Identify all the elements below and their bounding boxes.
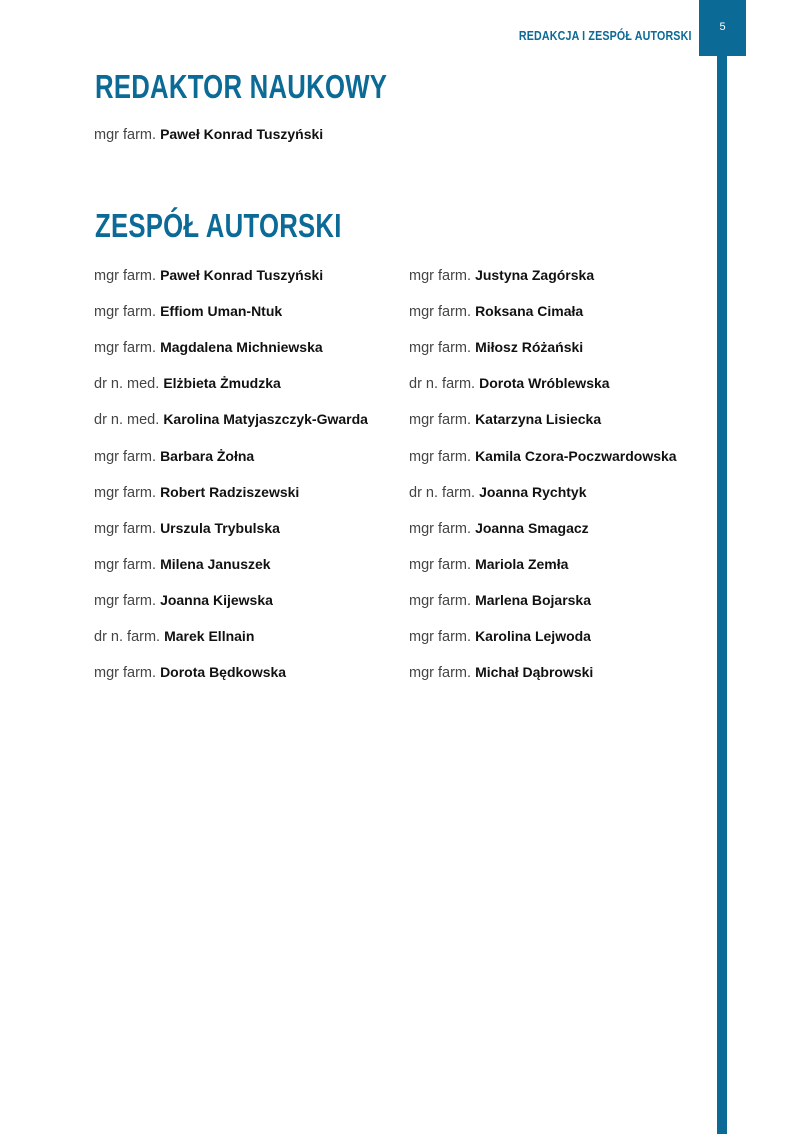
author-name: Justyna Zagórska	[475, 267, 595, 283]
author-entry	[409, 557, 568, 573]
author-entry	[409, 304, 583, 320]
author-name: Karolina Matyjaszczyk-Gwarda	[163, 411, 368, 428]
author-title: mgr farm.	[409, 340, 472, 357]
side-color-bar	[717, 0, 727, 1134]
author-title: mgr farm.	[94, 592, 157, 609]
author-entry	[94, 304, 282, 320]
author-name: Marek Ellnain	[164, 628, 255, 644]
author-name: Robert Radziszewski	[160, 483, 300, 500]
author-name: Magdalena Michniewska	[160, 339, 323, 356]
author-title: mgr farm.	[409, 304, 472, 321]
author-entry	[409, 593, 591, 609]
author-name: Joanna Kijewska	[160, 591, 273, 608]
author-entry	[409, 376, 610, 392]
author-name: Mariola Zemła	[475, 555, 569, 572]
author-name: Effiom Uman-Ntuk	[160, 303, 283, 320]
author-name: Urszula Trybulska	[160, 519, 280, 536]
author-entry	[409, 665, 593, 681]
author-entry	[94, 665, 286, 681]
author-entry	[409, 412, 601, 428]
author-title: mgr farm.	[94, 484, 157, 501]
editor-name: Paweł Konrad Tuszyński	[160, 126, 324, 142]
author-name: Katarzyna Lisiecka	[475, 411, 602, 428]
running-header: REDAKCJA I ZESPÓŁ AUTORSKI	[519, 28, 692, 43]
author-title: mgr farm.	[94, 304, 157, 321]
author-title: mgr farm.	[409, 520, 472, 537]
author-name: Elżbieta Żmudzka	[163, 375, 281, 392]
author-title: mgr farm.	[94, 340, 157, 357]
author-name: Roksana Cimała	[475, 303, 584, 320]
author-entry	[94, 485, 299, 501]
author-title: dr n. farm.	[94, 629, 161, 645]
author-name: Dorota Będkowska	[160, 664, 287, 681]
author-title: dr n. med.	[94, 412, 160, 429]
author-name: Joanna Rychtyk	[479, 483, 587, 500]
authors-section-heading: ZESPÓŁ AUTORSKI	[95, 207, 342, 244]
author-entry	[409, 521, 589, 537]
editor-entry	[94, 127, 323, 143]
author-name: Michał Dąbrowski	[475, 664, 594, 681]
author-name: Barbara Żołna	[160, 447, 255, 464]
author-name: Kamila Czora-Poczwardowska	[475, 447, 677, 464]
author-title: dr n. farm.	[409, 484, 476, 501]
author-entry	[94, 268, 323, 284]
author-name: Joanna Smagacz	[475, 519, 589, 536]
author-title: mgr farm.	[94, 448, 157, 465]
author-entry	[94, 521, 280, 537]
author-entry	[409, 340, 583, 356]
author-name: Karolina Lejwoda	[475, 628, 591, 644]
author-title: mgr farm.	[409, 556, 472, 573]
author-title: mgr farm.	[94, 520, 157, 537]
author-entry	[409, 485, 586, 501]
editor-title: mgr farm.	[94, 127, 157, 143]
author-entry	[94, 593, 273, 609]
author-entry	[409, 268, 594, 284]
author-name: Marlena Bojarska	[475, 591, 592, 608]
author-name: Paweł Konrad Tuszyński	[160, 267, 324, 283]
author-title: mgr farm.	[409, 448, 472, 465]
author-title: dr n. med.	[94, 376, 160, 393]
author-title: mgr farm.	[94, 556, 157, 573]
author-entry	[94, 449, 254, 465]
author-entry	[94, 557, 271, 573]
author-title: mgr farm.	[94, 665, 157, 682]
author-entry	[409, 629, 591, 645]
author-entry	[94, 412, 368, 428]
author-title: mgr farm.	[94, 268, 157, 284]
author-entry	[94, 629, 254, 645]
author-title: dr n. farm.	[409, 376, 476, 393]
author-entry	[94, 340, 323, 356]
author-name: Dorota Wróblewska	[479, 375, 610, 392]
author-title: mgr farm.	[409, 412, 472, 429]
author-title: mgr farm.	[409, 592, 472, 609]
author-title: mgr farm.	[409, 665, 472, 682]
author-name: Miłosz Różański	[475, 339, 584, 356]
author-title: mgr farm.	[409, 629, 472, 645]
editor-section-heading: REDAKTOR NAUKOWY	[95, 68, 388, 105]
author-name: Milena Januszek	[160, 555, 271, 572]
page-number: 5	[719, 21, 726, 33]
author-entry	[94, 376, 281, 392]
author-entry	[409, 449, 677, 465]
page-number-tab	[699, 0, 746, 56]
author-title: mgr farm.	[409, 268, 472, 284]
